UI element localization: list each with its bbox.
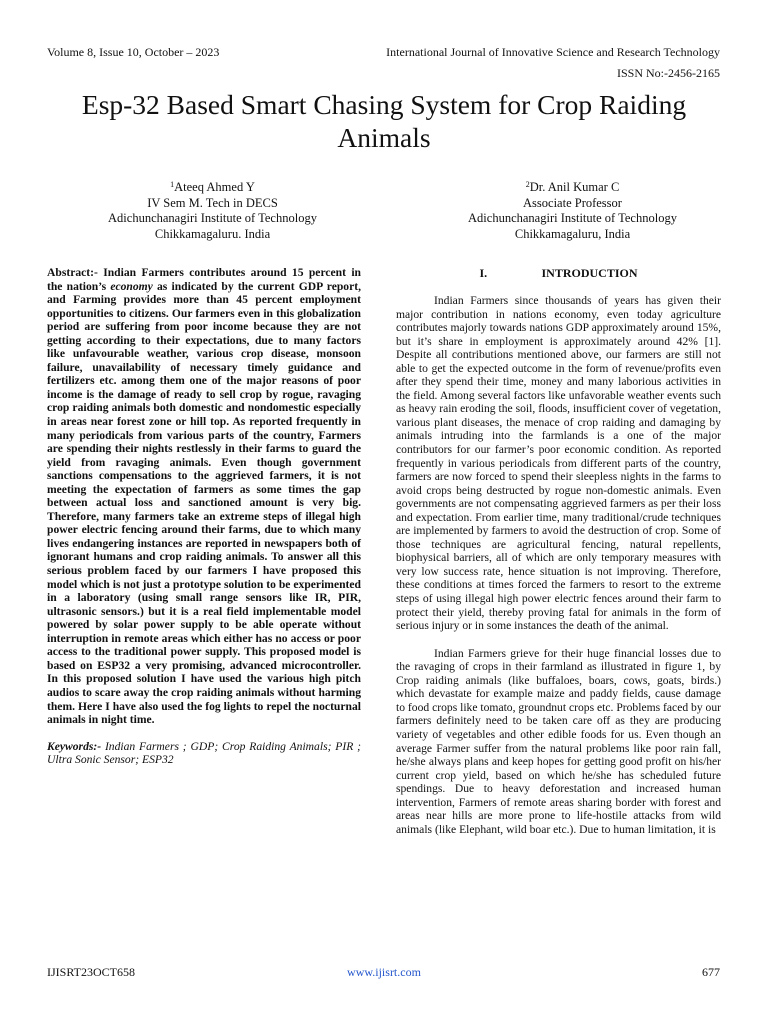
author-1 xyxy=(80,180,345,242)
author-2-location: Chikkamagaluru, India xyxy=(514,226,631,241)
section-heading xyxy=(396,266,721,280)
section-title: INTRODUCTION xyxy=(541,266,638,280)
author-2-institution: Adichunchanagiri Institute of Technology xyxy=(468,211,677,225)
author-1-name: Ateeq Ahmed Y xyxy=(174,180,255,194)
abstract-emphasis: economy xyxy=(110,279,153,293)
article-code: IJISRT23OCT658 xyxy=(47,965,135,979)
volume-info: Volume 8, Issue 10, October – 2023 xyxy=(47,45,220,59)
right-column xyxy=(396,266,721,836)
author-1-location: Chikkamagaluru. India xyxy=(154,226,271,241)
section-number: I. xyxy=(479,266,488,280)
author-2-name: Dr. Anil Kumar C xyxy=(529,180,620,194)
abstract xyxy=(47,266,361,727)
author-2-affiliation-mark: 2 xyxy=(525,180,530,189)
keywords-label: Keywords:- xyxy=(47,739,102,753)
journal-name: International Journal of Innovative Science and Research Technology xyxy=(386,45,720,59)
abstract-text-1: Indian Farmers contributes around 15 percent in the nation’s xyxy=(47,266,361,293)
author-1-institution: Adichunchanagiri Institute of Technology xyxy=(108,211,317,225)
intro-paragraph-1: Indian Farmers since thousands of years has given their major contribution in nations economy, even today agriculture contributes majorly towards nations GDP approximately around 15%, but it’s share in employment is approximately around 42% [1]. Despite all contributions mentioned above, our farmers are still not able to get the expected outcome in the form of revenue/profits even after they spend their time, money and many laborious activities in the field. Among several factors like unfavorable weather events such as heavy rain eroding the soil, floods, insufficient cover of vegetation, various plant diseases, the menace of crop raiding and damaging by animals intruding into the farmlands is a one of the major contributors for our farmer’s poor economic condition. As reported frequently in various periodicals from different parts of the country, farmers are now forced to spend their sleepless nights in the farms to avoid crops being destructed by rogue non-domestic animals. Even governments are not compensating aggrieved farmers as per their loss and expectation. From earlier time, many traditional/crude techniques are implemented by farmers to avoid the destruction of crop. Some of those techniques are agricultural fencing, natural repellents, biophysical barriers, all of which are only temporary measures with very low success rate, hence situation is not improving. Therefore, these conditions at times forced the farmers to resort to the extreme steps of using illegal high power electric fences around their farm to protect their yield, thereby proving fatal for animals in the form of serious injury or in some instances the death of the animal. xyxy=(396,294,721,633)
footer-link-wrapper xyxy=(0,965,768,979)
author-2-role: Associate Professor xyxy=(523,195,622,210)
keywords-text: Indian Farmers ; GDP; Crop Raiding Animals; PIR ; Ultra Sonic Sensor; ESP32 xyxy=(47,739,361,767)
abstract-text-2: as indicated by the current GDP report, and Farming provides more than 45 percent employment opportunities to citizens. Our farmers even in this globalization period are suffering from poor income because they are not getting according to their expectations, due to many factors like unfavourable weather, various crop disease, monsoon failure, unavailability of necessary timely guidance and fertilizers etc. among them one of the major reasons of poor income is the damage of ready to sell crop by rogue, ravaging crop raiding animals both domestic and nondomestic especially in areas near forest zone or hill top. As reported frequently in many periodicals from various parts of the country, Farmers are spending their nights restlessly in their farms to guard the yield from ravaging animals. Even though government sanctions compensations to the aggrieved farmers, it is not meeting the expectation of farmers as some times the gap between actual loss and sanctioned amount is very big. Therefore, many farmers take an extreme steps of illegal high power electric fencing around their farms, due to which many lives endangering instances are reported in newspapers both of ignorant humans and crop raiding animals. To answer all this serious problem faced by our farmers I have proposed this model which is not just a prototype solution to be experimented in a laboratory (using small range sensors like IR, PIR, ultrasonic sensors.) but it is a real field implementable model powered by solar power supply to be able operate without interruption in remote areas which either has no access or poor access to the traditional power supply. This proposed model is based on ESP32 a very promising, advanced microcontroller. In this proposed solution I have used the various high pitch audios to scare away the crop raiding animals without harming them. Here I have also used the fog lights to repel the nocturnal animals in night time. xyxy=(47,279,361,727)
author-1-role: IV Sem M. Tech in DECS xyxy=(147,195,278,210)
author-2 xyxy=(440,180,705,242)
page-number: 677 xyxy=(702,965,720,979)
keywords xyxy=(47,740,361,767)
author-1-affiliation-mark: 1 xyxy=(170,180,175,189)
intro-paragraph-2: Indian Farmers grieve for their huge financial losses due to the ravaging of crops in their farmland as illustrated in figure 1, by Crop raiding animals (like buffaloes, boars, cows, goats, birds.) which devastate for example maize and paddy fields, cause damage to food crops like tomato, groundnut crops etc. Problems faced by our farmers definitely need to be taken care off as they are producing variety of vegetables and other edible foods for us. Even though an average Farmer suffer from the natural problems like poor rain fall, he/she always plans and keep hopes for getting good profit on his/her current crop yield, based on which he/she has scheduled future spendings. Due to heavy deforestation and increased human intervention, Farmers of remote areas sharing border with forest and areas near hills are more prone to life-hostile attacks from wild animals (like Elephant, wild boar etc.). Due to human limitation, it is xyxy=(396,646,721,836)
journal-website-link[interactable]: www.ijisrt.com xyxy=(347,965,421,979)
left-column xyxy=(47,266,361,767)
paper-title: Esp-32 Based Smart Chasing System for Crop Raiding Animals xyxy=(81,89,687,153)
issn: ISSN No:-2456-2165 xyxy=(616,66,720,80)
abstract-label: Abstract:- xyxy=(47,266,98,279)
